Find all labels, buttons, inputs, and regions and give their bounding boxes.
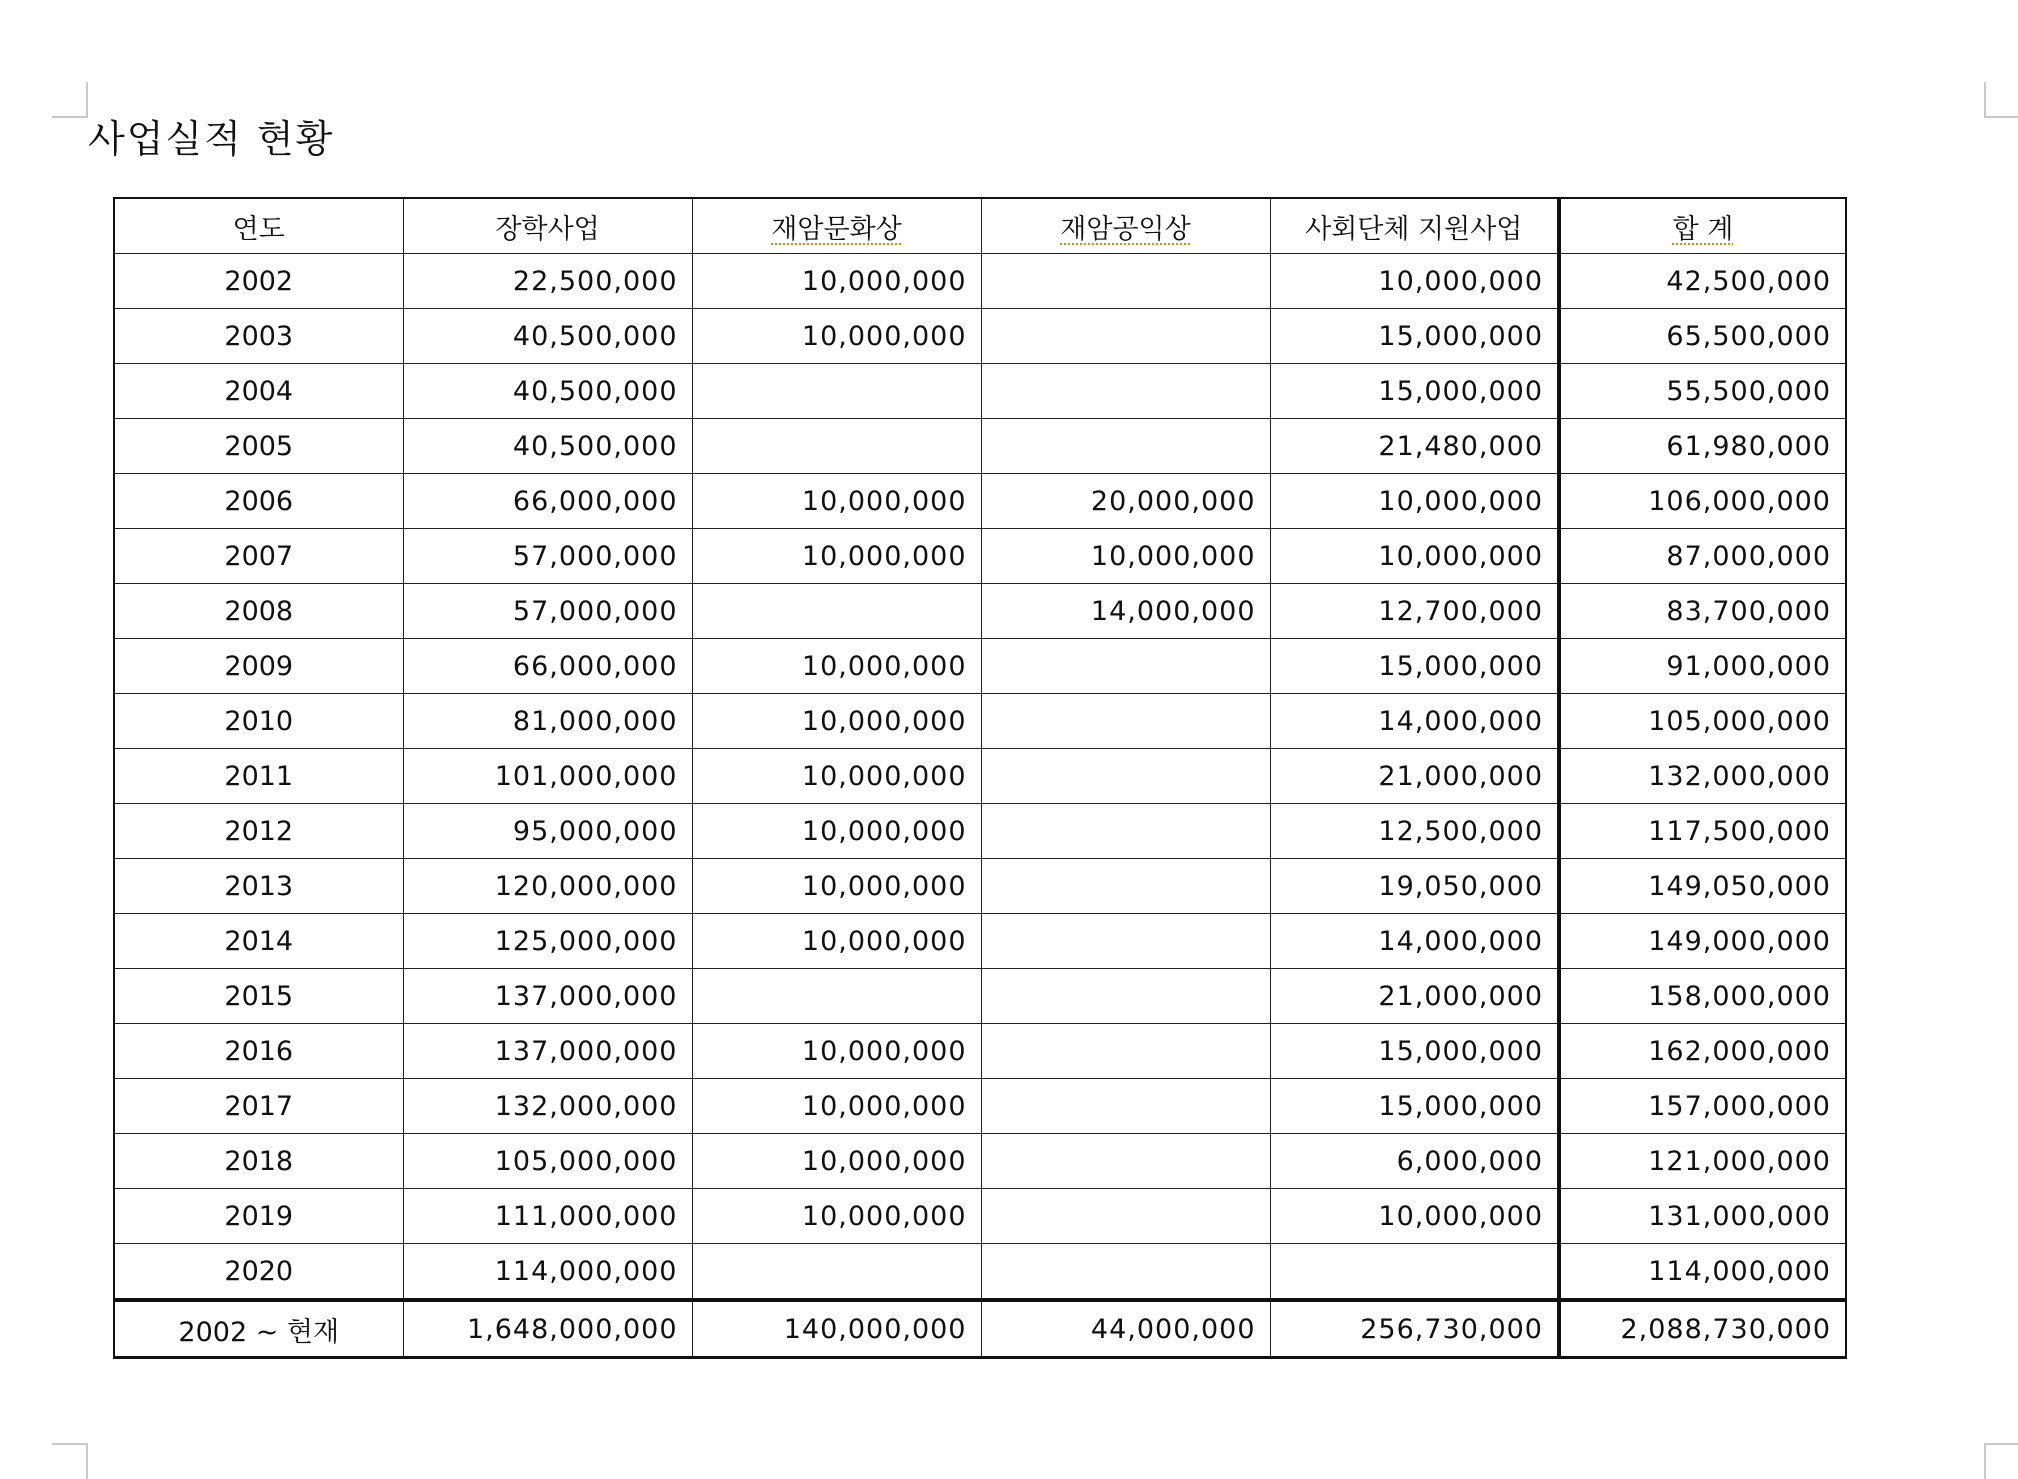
cell-scholarship: 57,000,000 bbox=[403, 529, 692, 584]
cell-public-award bbox=[981, 1024, 1270, 1079]
cell-year: 2012 bbox=[114, 804, 403, 859]
cell-culture-award: 10,000,000 bbox=[692, 914, 981, 969]
cell-scholarship: 66,000,000 bbox=[403, 639, 692, 694]
cell-year: 2014 bbox=[114, 914, 403, 969]
cell-scholarship: 81,000,000 bbox=[403, 694, 692, 749]
cell-public-award bbox=[981, 419, 1270, 474]
page-corner-mark-top-left bbox=[52, 82, 88, 118]
cell-culture-award: 10,000,000 bbox=[692, 804, 981, 859]
cell-scholarship: 40,500,000 bbox=[403, 419, 692, 474]
cell-row-total: 61,980,000 bbox=[1559, 419, 1846, 474]
cell-culture-award: 10,000,000 bbox=[692, 694, 981, 749]
cell-scholarship: 105,000,000 bbox=[403, 1134, 692, 1189]
cell-public-award bbox=[981, 1244, 1270, 1301]
cell-year: 2017 bbox=[114, 1079, 403, 1134]
cell-year: 2003 bbox=[114, 309, 403, 364]
table-row bbox=[114, 639, 1846, 694]
cell-public-award: 10,000,000 bbox=[981, 529, 1270, 584]
cell-culture-award bbox=[692, 419, 981, 474]
cell-row-total: 149,050,000 bbox=[1559, 859, 1846, 914]
cell-year: 2005 bbox=[114, 419, 403, 474]
page-corner-mark-bottom-right bbox=[1984, 1443, 2018, 1479]
cell-culture-award: 10,000,000 bbox=[692, 1134, 981, 1189]
table-row bbox=[114, 804, 1846, 859]
cell-culture-award bbox=[692, 364, 981, 419]
cell-social-support: 21,000,000 bbox=[1270, 969, 1559, 1024]
cell-scholarship: 101,000,000 bbox=[403, 749, 692, 804]
cell-year: 2007 bbox=[114, 529, 403, 584]
cell-row-total: 91,000,000 bbox=[1559, 639, 1846, 694]
table-row bbox=[114, 694, 1846, 749]
table-row bbox=[114, 1189, 1846, 1244]
cell-social-support: 15,000,000 bbox=[1270, 364, 1559, 419]
cell-culture-award bbox=[692, 969, 981, 1024]
cell-public-award bbox=[981, 914, 1270, 969]
cell-social-support: 15,000,000 bbox=[1270, 639, 1559, 694]
cell-year: 2011 bbox=[114, 749, 403, 804]
cell-culture-award: 10,000,000 bbox=[692, 474, 981, 529]
table-row bbox=[114, 584, 1846, 639]
cell-social-support: 6,000,000 bbox=[1270, 1134, 1559, 1189]
cell-scholarship: 111,000,000 bbox=[403, 1189, 692, 1244]
cell-public-award bbox=[981, 639, 1270, 694]
cell-public-award bbox=[981, 804, 1270, 859]
cell-row-total: 87,000,000 bbox=[1559, 529, 1846, 584]
cell-culture-award: 10,000,000 bbox=[692, 309, 981, 364]
cell-row-total: 105,000,000 bbox=[1559, 694, 1846, 749]
total-scholarship: 1,648,000,000 bbox=[403, 1300, 692, 1358]
cell-row-total: 42,500,000 bbox=[1559, 254, 1846, 309]
table-row bbox=[114, 254, 1846, 309]
table-row bbox=[114, 309, 1846, 364]
table-total-row bbox=[114, 1300, 1846, 1358]
cell-social-support: 10,000,000 bbox=[1270, 254, 1559, 309]
cell-public-award bbox=[981, 364, 1270, 419]
cell-year: 2019 bbox=[114, 1189, 403, 1244]
cell-public-award bbox=[981, 1134, 1270, 1189]
cell-row-total: 132,000,000 bbox=[1559, 749, 1846, 804]
cell-year: 2010 bbox=[114, 694, 403, 749]
table-row bbox=[114, 1134, 1846, 1189]
cell-row-total: 65,500,000 bbox=[1559, 309, 1846, 364]
header-public-award: 재암공익상 bbox=[981, 198, 1270, 254]
cell-culture-award: 10,000,000 bbox=[692, 639, 981, 694]
table-row bbox=[114, 1024, 1846, 1079]
cell-year: 2013 bbox=[114, 859, 403, 914]
cell-scholarship: 125,000,000 bbox=[403, 914, 692, 969]
cell-culture-award: 10,000,000 bbox=[692, 1024, 981, 1079]
cell-public-award bbox=[981, 969, 1270, 1024]
table-row bbox=[114, 749, 1846, 804]
cell-scholarship: 40,500,000 bbox=[403, 364, 692, 419]
cell-row-total: 55,500,000 bbox=[1559, 364, 1846, 419]
cell-scholarship: 132,000,000 bbox=[403, 1079, 692, 1134]
cell-public-award bbox=[981, 1079, 1270, 1134]
cell-scholarship: 57,000,000 bbox=[403, 584, 692, 639]
cell-row-total: 157,000,000 bbox=[1559, 1079, 1846, 1134]
table-row bbox=[114, 419, 1846, 474]
cell-row-total: 149,000,000 bbox=[1559, 914, 1846, 969]
table-header-row bbox=[114, 198, 1846, 254]
cell-row-total: 106,000,000 bbox=[1559, 474, 1846, 529]
cell-social-support: 21,480,000 bbox=[1270, 419, 1559, 474]
header-year: 연도 bbox=[114, 198, 403, 254]
cell-social-support: 10,000,000 bbox=[1270, 1189, 1559, 1244]
table-row bbox=[114, 1244, 1846, 1301]
table-row bbox=[114, 474, 1846, 529]
cell-public-award bbox=[981, 694, 1270, 749]
cell-scholarship: 22,500,000 bbox=[403, 254, 692, 309]
cell-social-support: 10,000,000 bbox=[1270, 474, 1559, 529]
table-row bbox=[114, 1079, 1846, 1134]
header-scholarship: 장학사업 bbox=[403, 198, 692, 254]
header-total: 합 계 bbox=[1559, 198, 1846, 254]
table-row bbox=[114, 364, 1846, 419]
cell-social-support: 15,000,000 bbox=[1270, 1079, 1559, 1134]
cell-public-award bbox=[981, 749, 1270, 804]
cell-social-support: 19,050,000 bbox=[1270, 859, 1559, 914]
cell-social-support: 15,000,000 bbox=[1270, 309, 1559, 364]
cell-public-award bbox=[981, 859, 1270, 914]
cell-social-support bbox=[1270, 1244, 1559, 1301]
cell-row-total: 158,000,000 bbox=[1559, 969, 1846, 1024]
cell-social-support: 14,000,000 bbox=[1270, 914, 1559, 969]
table-row bbox=[114, 859, 1846, 914]
page-corner-mark-top-right bbox=[1984, 82, 2018, 118]
cell-culture-award: 10,000,000 bbox=[692, 859, 981, 914]
cell-scholarship: 40,500,000 bbox=[403, 309, 692, 364]
cell-culture-award: 10,000,000 bbox=[692, 254, 981, 309]
total-culture-award: 140,000,000 bbox=[692, 1300, 981, 1358]
cell-social-support: 12,700,000 bbox=[1270, 584, 1559, 639]
cell-social-support: 15,000,000 bbox=[1270, 1024, 1559, 1079]
cell-culture-award: 10,000,000 bbox=[692, 1079, 981, 1134]
performance-table bbox=[113, 197, 1847, 1359]
cell-public-award bbox=[981, 254, 1270, 309]
cell-public-award: 20,000,000 bbox=[981, 474, 1270, 529]
cell-year: 2002 bbox=[114, 254, 403, 309]
cell-culture-award: 10,000,000 bbox=[692, 529, 981, 584]
cell-row-total: 114,000,000 bbox=[1559, 1244, 1846, 1301]
cell-row-total: 117,500,000 bbox=[1559, 804, 1846, 859]
cell-social-support: 12,500,000 bbox=[1270, 804, 1559, 859]
cell-row-total: 83,700,000 bbox=[1559, 584, 1846, 639]
cell-year: 2016 bbox=[114, 1024, 403, 1079]
total-period: 2002 ~ 현재 bbox=[114, 1300, 403, 1358]
cell-year: 2008 bbox=[114, 584, 403, 639]
header-culture-award: 재암문화상 bbox=[692, 198, 981, 254]
total-public-award: 44,000,000 bbox=[981, 1300, 1270, 1358]
cell-scholarship: 66,000,000 bbox=[403, 474, 692, 529]
cell-row-total: 162,000,000 bbox=[1559, 1024, 1846, 1079]
cell-scholarship: 114,000,000 bbox=[403, 1244, 692, 1301]
page-corner-mark-bottom-left bbox=[52, 1443, 88, 1479]
table-row bbox=[114, 914, 1846, 969]
cell-public-award bbox=[981, 309, 1270, 364]
cell-year: 2018 bbox=[114, 1134, 403, 1189]
cell-year: 2009 bbox=[114, 639, 403, 694]
cell-social-support: 10,000,000 bbox=[1270, 529, 1559, 584]
page-title: 사업실적 현황 bbox=[88, 117, 335, 161]
cell-culture-award bbox=[692, 1244, 981, 1301]
table-row bbox=[114, 969, 1846, 1024]
cell-year: 2015 bbox=[114, 969, 403, 1024]
cell-social-support: 14,000,000 bbox=[1270, 694, 1559, 749]
cell-scholarship: 137,000,000 bbox=[403, 969, 692, 1024]
cell-row-total: 131,000,000 bbox=[1559, 1189, 1846, 1244]
cell-scholarship: 95,000,000 bbox=[403, 804, 692, 859]
total-social-support: 256,730,000 bbox=[1270, 1300, 1559, 1358]
cell-public-award: 14,000,000 bbox=[981, 584, 1270, 639]
cell-year: 2020 bbox=[114, 1244, 403, 1301]
table-row bbox=[114, 529, 1846, 584]
cell-public-award bbox=[981, 1189, 1270, 1244]
cell-culture-award: 10,000,000 bbox=[692, 1189, 981, 1244]
cell-scholarship: 120,000,000 bbox=[403, 859, 692, 914]
header-social-support: 사회단체 지원사업 bbox=[1270, 198, 1559, 254]
cell-social-support: 21,000,000 bbox=[1270, 749, 1559, 804]
cell-year: 2004 bbox=[114, 364, 403, 419]
cell-row-total: 121,000,000 bbox=[1559, 1134, 1846, 1189]
cell-culture-award bbox=[692, 584, 981, 639]
grand-total: 2,088,730,000 bbox=[1559, 1300, 1846, 1358]
cell-culture-award: 10,000,000 bbox=[692, 749, 981, 804]
cell-year: 2006 bbox=[114, 474, 403, 529]
cell-scholarship: 137,000,000 bbox=[403, 1024, 692, 1079]
